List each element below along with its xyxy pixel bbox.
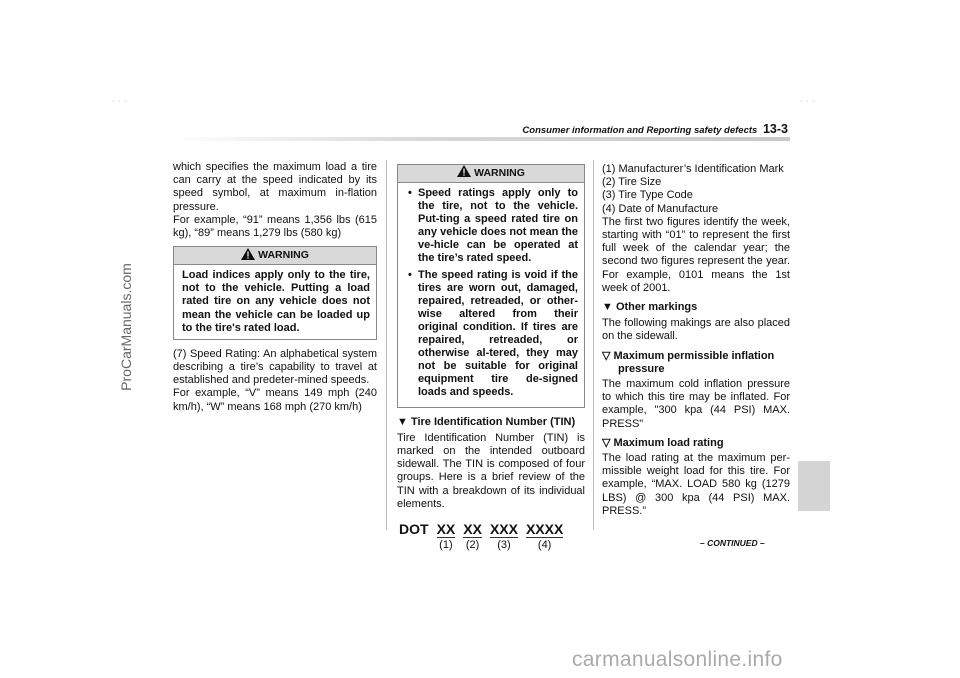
bottom-watermark: carmanualsonline.info xyxy=(572,648,783,671)
tin-code: XX xyxy=(436,520,456,537)
list-item: (1) Manufacturer’s Identification Mark xyxy=(602,163,784,175)
warning-title: WARNING xyxy=(258,249,309,262)
crop-mark: ˙ ˙ ˙ xyxy=(112,100,128,111)
column-2 xyxy=(397,164,585,552)
column-divider xyxy=(386,160,387,530)
paragraph: The following makings are also placed on the sidewall. xyxy=(602,317,790,343)
tin-group xyxy=(463,520,482,552)
list-item: (4) Date of Manufacture xyxy=(602,202,719,215)
section-title: Consumer information and Reporting safety defects xyxy=(522,125,758,136)
paragraph: For example, “V” means 149 mph (240 km/h), “W” means 168 mph (270 km/h) xyxy=(173,387,377,413)
tin-diagram xyxy=(397,520,585,552)
watermark-text: ProCarManuals.com xyxy=(118,263,134,391)
tin-code-label: (4) xyxy=(537,539,552,552)
section-heading: ▼ Tire Identification Number (TIN) xyxy=(397,415,576,428)
subsection-heading: ▽ Maximum permissible inflation pressure xyxy=(602,349,775,375)
warning-header xyxy=(174,247,376,265)
tin-code: XX xyxy=(463,520,482,537)
paragraph: The maximum cold inflation pressure to which this tire may be inflated. For example, "300 kpa (44 PSI) MAX. PRESS" xyxy=(602,378,790,430)
section-tab xyxy=(798,461,830,511)
warning-body xyxy=(398,183,584,407)
paragraph: The first two figures identify the week, starting with “01” to represent the first full week of the calendar year; the second two figures represent the year. For example, 0101 means the 1st week of 2001. xyxy=(602,215,790,294)
paragraph: Tire Identification Number (TIN) is marked on the intended outboard sidewall. The TIN is composed of four groups. Here is a brief review of the TIN with a breakdown of its individual elements. xyxy=(397,431,585,510)
list-item: (2) Tire Size xyxy=(602,176,662,189)
warning-text: Load indices apply only to the tire, not to the vehicle. Putting a load rated tire on any vehicle does not mean the vehicle can be loaded up to the tire's rated load. xyxy=(182,269,370,334)
dot-label: DOT xyxy=(399,520,429,537)
warning-triangle-icon xyxy=(457,165,471,181)
tin-code-label: (2) xyxy=(465,539,480,552)
column-3 xyxy=(602,163,790,518)
section-heading: ▼ Other markings xyxy=(602,301,698,314)
tin-code-label: (1) xyxy=(439,539,453,552)
crop-mark: ˙ ˙ ˙ xyxy=(800,100,816,111)
header-bar xyxy=(173,137,790,141)
tin-group xyxy=(525,520,564,552)
tin-code-label: (3) xyxy=(497,539,511,552)
column-1 xyxy=(173,161,377,414)
warning-item: • Speed ratings apply only to the tire, not to the vehicle. Put-ting a speed rated tire on any vehicle does not mean the ve-hicle can be operated at the tire’s rated speed. xyxy=(418,187,578,266)
tin-group xyxy=(489,520,518,552)
warning-item: • The speed rating is void if the tires are worn out, damaged, repaired, retreaded, or other-wise altered from their original condition. If tires are repaired, retreaded, or otherwise al-tered, they may not be suitable for original equipment tire de-signed loads and speeds. xyxy=(418,269,578,400)
page-number: 13-3 xyxy=(762,122,788,136)
warning-box xyxy=(173,246,377,339)
warning-triangle-icon xyxy=(241,248,255,264)
subsection-heading: ▽ Maximum load rating xyxy=(602,436,724,449)
page-header xyxy=(522,122,788,136)
tin-code: XXXX xyxy=(525,520,564,537)
column-divider xyxy=(593,160,594,530)
warning-box xyxy=(397,164,585,408)
warning-title: WARNING xyxy=(474,166,525,179)
continued-label: – CONTINUED – xyxy=(700,538,765,548)
paragraph: The load rating at the maximum per-missible weight load for this tire. For example, “MAX. LOAD 580 kg (1279 LBS) @ 300 kpa (44 PSI) MAX. PRESS.” xyxy=(602,452,790,517)
warning-header xyxy=(398,165,584,183)
tin-group xyxy=(436,520,456,552)
paragraph: (7) Speed Rating: An alphabetical system describing a tire’s capability to travel at established and predeter-mined speeds. xyxy=(173,347,377,387)
paragraph: For example, “91” means 1,356 lbs (615 kg), “89” means 1,279 lbs (580 kg) xyxy=(173,213,377,240)
list-item: (3) Tire Type Code xyxy=(602,189,693,202)
tin-code: XXX xyxy=(489,520,518,537)
paragraph: which specifies the maximum load a tire can carry at the speed indicated by its speed symbol, at maximum in-flation pressure. xyxy=(173,161,377,213)
